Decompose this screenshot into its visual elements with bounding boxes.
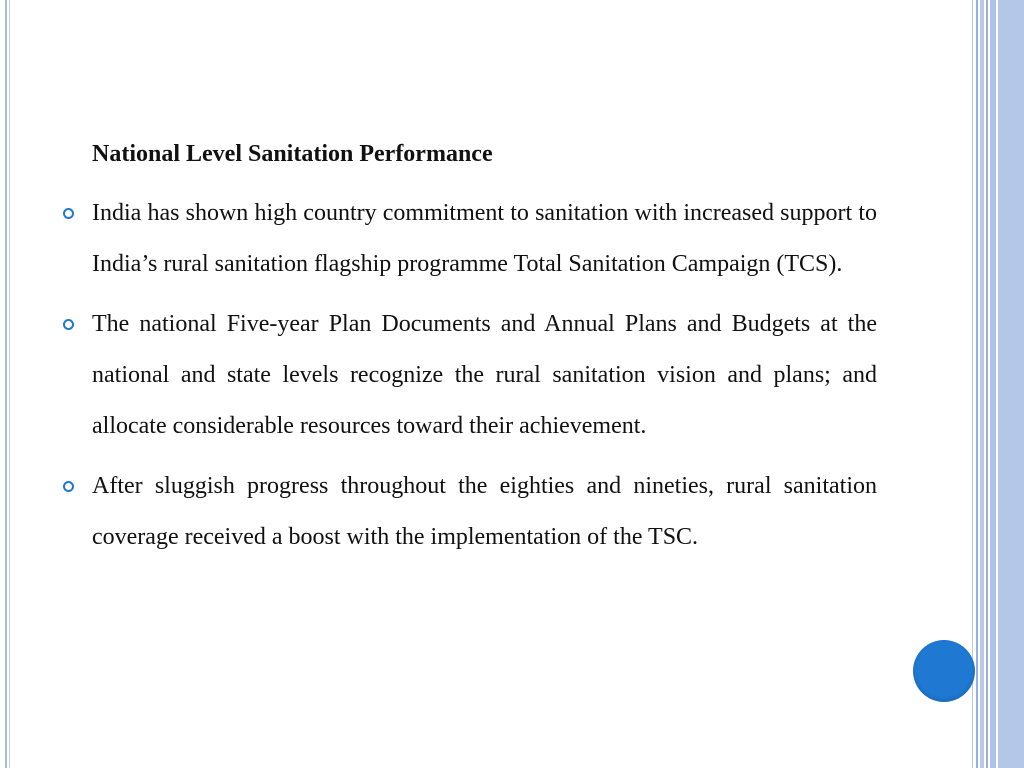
bullet-item (92, 461, 877, 563)
decorative-circle (913, 640, 975, 702)
left-border-line-inner (9, 0, 10, 768)
stripe (998, 0, 1024, 768)
ring-bullet-icon (63, 481, 74, 492)
bullet-text: After sluggish progress throughout the eighties and nineties, rural sanitation coverage received a boost with the implementation of the TSC. (92, 473, 877, 550)
bullet-text: India has shown high country commitment to sanitation with increased support to India’s rural sanitation flagship programme Total Sanitation Campaign (TCS). (92, 200, 877, 277)
bullet-item (92, 188, 877, 290)
slide-title: National Level Sanitation Performance (92, 141, 493, 167)
stripe (972, 0, 973, 768)
ring-bullet-icon (63, 208, 74, 219)
left-border-line (5, 0, 7, 768)
stripe (980, 0, 984, 768)
bullet-item (92, 299, 877, 452)
stripe (986, 0, 988, 768)
stripe (990, 0, 996, 768)
stripe (976, 0, 978, 768)
bullet-list (92, 188, 877, 563)
bullet-text: The national Five-year Plan Documents and Annual Plans and Budgets at the national and state levels recognize the rural sanitation vision and plans; and allocate considerable resources toward their achievement. (92, 311, 877, 439)
ring-bullet-icon (63, 319, 74, 330)
right-decorative-stripes (972, 0, 1024, 768)
slide-content (92, 128, 877, 572)
